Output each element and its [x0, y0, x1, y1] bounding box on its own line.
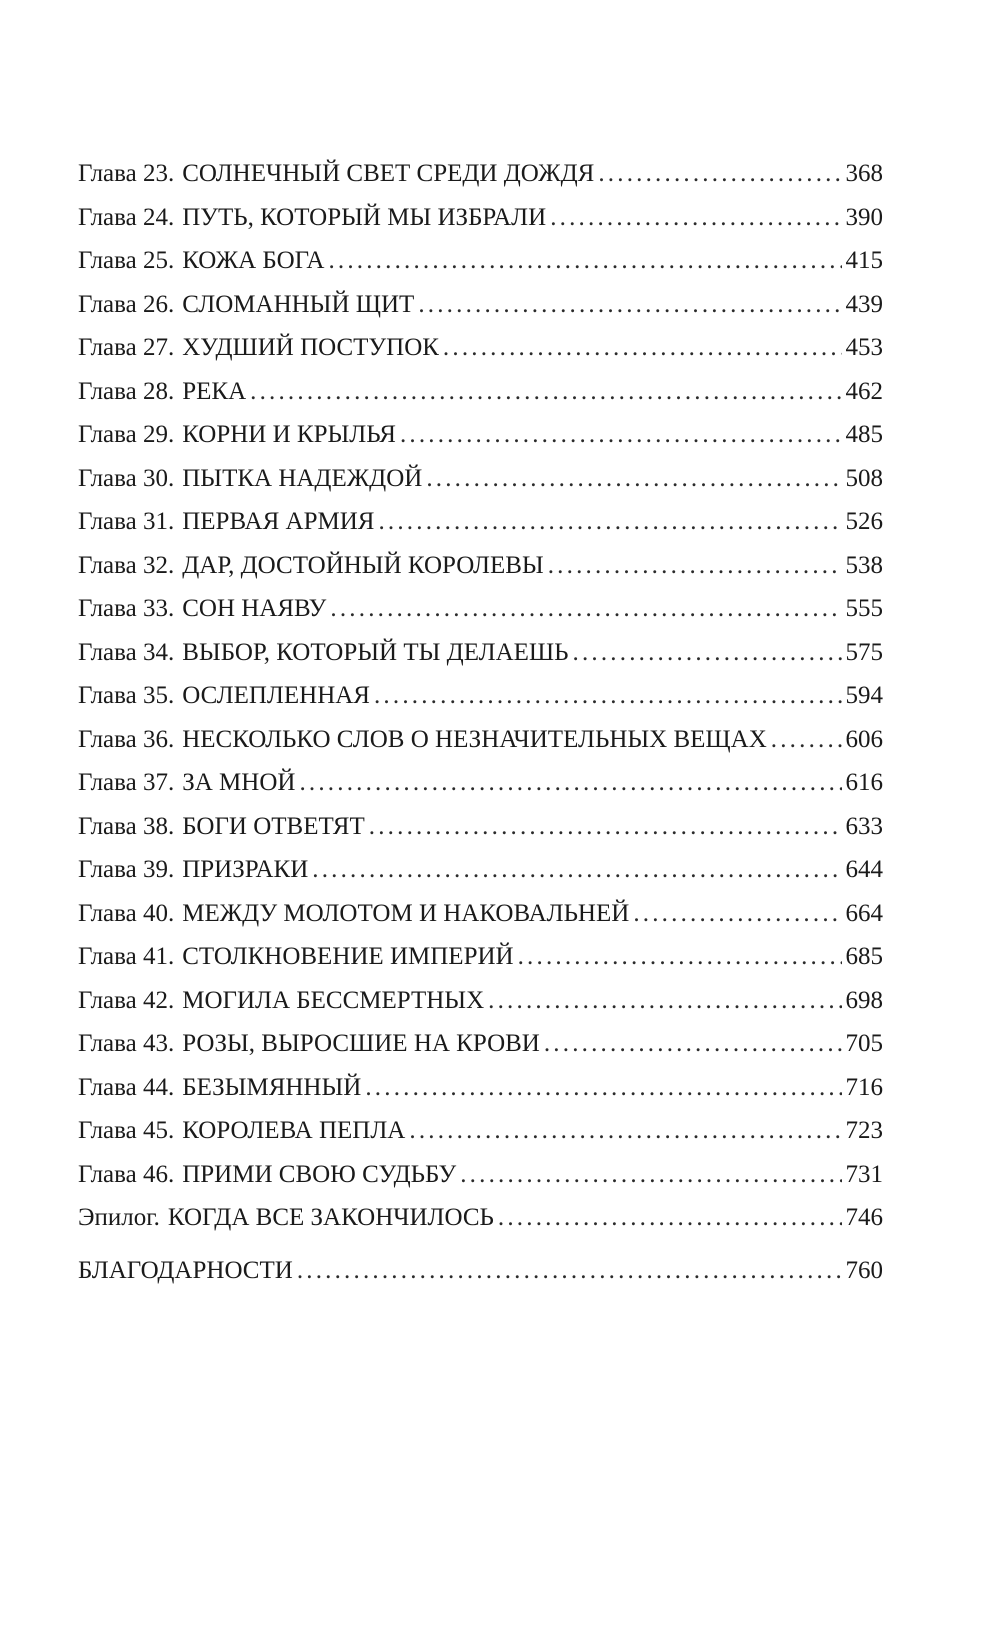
toc-entry-label	[78, 413, 396, 457]
dot-leader	[548, 544, 842, 588]
page-number: 415	[845, 247, 883, 274]
chapter-number: Глава 28.	[78, 377, 175, 405]
chapter-title: БЕЗЫМЯННЫЙ	[182, 1073, 362, 1101]
chapter-number: Глава 25.	[78, 247, 175, 274]
toc-entry-chapter-28[interactable]	[78, 370, 883, 414]
chapter-title: ПРИМИ СВОЮ СУДЬБУ	[182, 1160, 457, 1188]
toc-entry-label	[78, 544, 544, 588]
chapter-number: Глава 38.	[78, 812, 175, 840]
dot-leader	[460, 1153, 841, 1197]
chapter-number: Глава 40.	[78, 899, 175, 927]
chapter-number: Глава 26.	[78, 290, 175, 318]
chapter-title: НЕСКОЛЬКО СЛОВ О НЕЗНАЧИТЕЛЬНЫХ ВЕЩАХ	[182, 725, 767, 753]
toc-entry-chapter-38[interactable]	[78, 805, 883, 849]
dot-leader	[633, 892, 841, 936]
chapter-number: Глава 32.	[78, 551, 175, 579]
page-number: 698	[845, 986, 883, 1014]
toc-entry-chapter-45[interactable]	[78, 1109, 883, 1153]
toc-entry-label	[78, 892, 629, 936]
chapter-title: ПЫТКА НАДЕЖДОЙ	[182, 464, 423, 492]
toc-entry-acknowledgements[interactable]	[78, 1249, 883, 1293]
toc-entry-label	[78, 1109, 405, 1153]
page-number: 716	[845, 1073, 883, 1101]
chapter-title: СЛОМАННЫЙ ЩИТ	[182, 290, 415, 318]
toc-entry-chapter-42[interactable]	[78, 979, 883, 1023]
toc-entry-label	[78, 718, 767, 762]
toc-entry-chapter-33[interactable]	[78, 587, 883, 631]
chapter-number: Глава 23.	[78, 160, 175, 187]
dot-leader	[312, 848, 841, 892]
toc-entry-label	[78, 761, 295, 805]
toc-entry-label	[78, 935, 514, 979]
dot-leader	[250, 370, 841, 414]
page-number: 633	[845, 812, 883, 840]
toc-entry-label	[78, 457, 422, 501]
chapter-title: БОГИ ОТВЕТЯТ	[182, 812, 365, 840]
toc-entry-label	[78, 1066, 361, 1110]
chapter-number: Глава 34.	[78, 638, 175, 666]
chapter-title: МЕЖДУ МОЛОТОМ И НАКОВАЛЬНЕЙ	[182, 899, 630, 927]
toc-entry-chapter-35[interactable]	[78, 674, 883, 718]
chapter-number: Глава 43.	[78, 1030, 175, 1057]
toc-entry-chapter-30[interactable]	[78, 457, 883, 501]
dot-leader	[443, 326, 842, 370]
dot-leader	[374, 674, 842, 718]
toc-entry-label	[78, 1196, 494, 1240]
page-number: 731	[845, 1160, 883, 1188]
dot-leader	[488, 979, 841, 1023]
toc-entry-label	[78, 500, 374, 544]
chapter-title: ПРИЗРАКИ	[182, 856, 309, 883]
page-number: 616	[845, 769, 883, 796]
chapter-title: МОГИЛА БЕССМЕРТНЫХ	[182, 986, 485, 1014]
dot-leader	[297, 1249, 842, 1293]
toc-entry-chapter-32[interactable]	[78, 544, 883, 588]
dot-leader	[365, 1066, 841, 1110]
toc-entry-chapter-25[interactable]	[78, 239, 883, 283]
page-number: 685	[845, 943, 883, 970]
toc-entry-label	[78, 239, 324, 283]
dot-leader	[328, 239, 841, 283]
chapter-number: Глава 39.	[78, 856, 175, 883]
dot-leader	[330, 587, 841, 631]
chapter-number: Глава 44.	[78, 1073, 175, 1101]
toc-entry-label	[78, 674, 370, 718]
dot-leader	[400, 413, 842, 457]
page-number: 594	[845, 682, 883, 709]
chapter-number: Глава 42.	[78, 986, 175, 1014]
chapter-title: КОЖА БОГА	[182, 247, 325, 274]
dot-leader	[544, 1022, 842, 1066]
epilogue-prefix: Эпилог.	[78, 1204, 160, 1231]
chapter-number: Глава 30.	[78, 464, 175, 492]
chapter-title: ЗА МНОЙ	[182, 769, 296, 796]
page-number: 526	[845, 508, 883, 535]
dot-leader	[498, 1196, 842, 1240]
chapter-number: Глава 41.	[78, 943, 175, 970]
toc-entry-label	[78, 979, 484, 1023]
toc-entry-label	[78, 587, 326, 631]
dot-leader	[378, 500, 841, 544]
chapter-title: КОРНИ И КРЫЛЬЯ	[182, 421, 396, 448]
toc-entry-epilogue[interactable]	[78, 1196, 883, 1240]
dot-leader	[299, 761, 841, 805]
toc-entry-label	[78, 848, 308, 892]
toc-entry-label	[78, 196, 546, 240]
chapter-number: Глава 24.	[78, 203, 175, 231]
toc-entry-chapter-31[interactable]	[78, 500, 883, 544]
chapter-title: ХУДШИЙ ПОСТУПОК	[182, 334, 439, 361]
page-number: 705	[845, 1030, 883, 1057]
dot-leader	[369, 805, 842, 849]
chapter-title: КОРОЛЕВА ПЕПЛА	[182, 1117, 406, 1144]
toc-entry-chapter-37[interactable]	[78, 761, 883, 805]
dot-leader	[771, 718, 842, 762]
chapter-number: Глава 35.	[78, 682, 175, 709]
chapter-title: ДАР, ДОСТОЙНЫЙ КОРОЛЕВЫ	[182, 551, 544, 579]
chapter-title: РОЗЫ, ВЫРОСШИЕ НА КРОВИ	[182, 1030, 540, 1057]
chapter-title: ВЫБОР, КОТОРЫЙ ТЫ ДЕЛАЕШЬ	[182, 638, 569, 666]
page-number: 390	[845, 203, 883, 231]
page-number: 453	[845, 334, 883, 361]
dot-leader	[550, 196, 841, 240]
chapter-title: СОН НАЯВУ	[182, 595, 327, 622]
toc-entry-chapter-46[interactable]	[78, 1153, 883, 1197]
dot-leader	[409, 1109, 841, 1153]
toc-entry-chapter-36[interactable]	[78, 718, 883, 762]
page-number: 485	[845, 421, 883, 448]
toc-entry-label	[78, 283, 414, 327]
chapter-number: Глава 36.	[78, 725, 175, 753]
chapter-title: СОЛНЕЧНЫЙ СВЕТ СРЕДИ ДОЖДЯ	[182, 160, 595, 187]
toc-entry-chapter-40[interactable]	[78, 892, 883, 936]
chapter-number: Глава 27.	[78, 334, 175, 361]
toc-entry-chapter-29[interactable]	[78, 413, 883, 457]
toc-entry-chapter-41[interactable]	[78, 935, 883, 979]
dot-leader	[573, 631, 842, 675]
page-number: 644	[845, 856, 883, 883]
page-number: 368	[845, 160, 883, 187]
page-number: 606	[845, 725, 883, 753]
toc-entry-chapter-27[interactable]	[78, 326, 883, 370]
toc-entry-label	[78, 805, 365, 849]
chapter-title: ПЕРВАЯ АРМИЯ	[182, 508, 375, 535]
chapter-number: Глава 29.	[78, 421, 175, 448]
chapter-title: КОГДА ВСЕ ЗАКОНЧИЛОСЬ	[167, 1204, 494, 1231]
page-number: 723	[845, 1117, 883, 1144]
page-number: 508	[845, 464, 883, 492]
dot-leader	[418, 283, 841, 327]
dot-leader	[518, 935, 842, 979]
toc-entry-label	[78, 1022, 540, 1066]
toc-entry-chapter-43[interactable]	[78, 1022, 883, 1066]
toc-entry-label	[78, 370, 246, 414]
toc-entry-label	[78, 326, 439, 370]
page-number: 538	[845, 551, 883, 579]
page-number: 746	[845, 1204, 883, 1231]
dot-leader	[426, 457, 841, 501]
chapter-title: ОСЛЕПЛЕННАЯ	[182, 682, 370, 709]
chapter-title: СТОЛКНОВЕНИЕ ИМПЕРИЙ	[182, 943, 514, 970]
toc-entry-chapter-26[interactable]	[78, 283, 883, 327]
chapter-title: ПУТЬ, КОТОРЫЙ МЫ ИЗБРАЛИ	[182, 203, 547, 231]
chapter-title: РЕКА	[182, 377, 247, 405]
toc-entry-chapter-23[interactable]	[78, 152, 883, 196]
dot-leader	[598, 152, 841, 196]
chapter-number: Глава 33.	[78, 595, 175, 622]
toc-entry-chapter-24[interactable]	[78, 196, 883, 240]
toc-entry-label	[78, 152, 594, 196]
toc-entry-chapter-44[interactable]	[78, 1066, 883, 1110]
chapter-number: Глава 46.	[78, 1160, 175, 1188]
acknowledgements-title: БЛАГОДАРНОСТИ	[78, 1256, 293, 1284]
chapter-number: Глава 37.	[78, 769, 175, 796]
page-number: 664	[845, 899, 883, 927]
page-number: 555	[845, 595, 883, 622]
toc-entry-chapter-39[interactable]	[78, 848, 883, 892]
page-number: 760	[845, 1256, 883, 1284]
toc-entry-label	[78, 631, 569, 675]
toc-entry-label	[78, 1153, 456, 1197]
chapter-number: Глава 31.	[78, 508, 175, 535]
table-of-contents	[78, 152, 883, 1292]
chapter-number: Глава 45.	[78, 1117, 175, 1144]
page-number: 462	[845, 377, 883, 405]
page-number: 575	[845, 638, 883, 666]
toc-entry-chapter-34[interactable]	[78, 631, 883, 675]
page-number: 439	[845, 290, 883, 318]
